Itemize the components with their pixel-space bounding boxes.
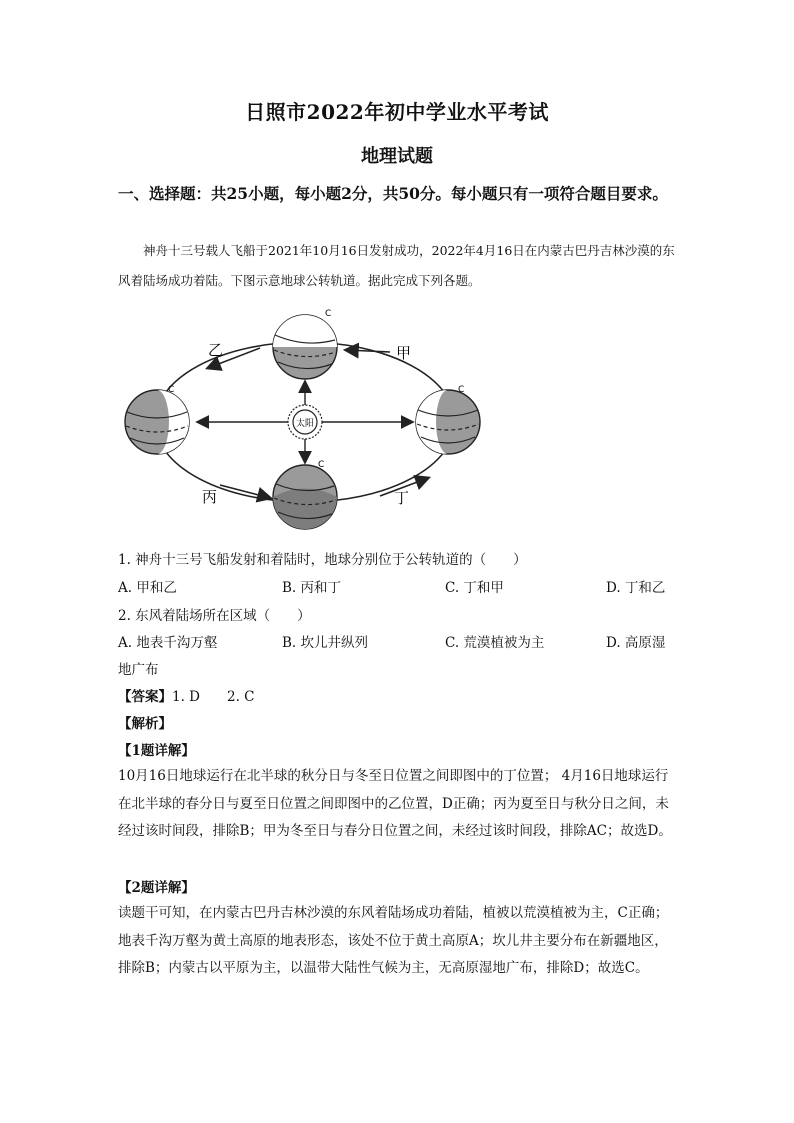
earth-globe-left <box>125 385 189 454</box>
question-1-stem: 1. 神舟十三号飞船发射和着陆时，地球分别位于公转轨道的（ ） <box>118 552 527 568</box>
section-heading: 一、选择题：共25小题，每小题2分，共50分。每小题只有一项符合题目要求。 <box>118 184 668 203</box>
rotation-mark-left: C <box>168 385 175 395</box>
label-jia: 甲 <box>396 344 412 362</box>
detail-2-text: 读题干可知，在内蒙古巴丹吉林沙漠的东风着陆场成功着陆，植被以荒漠植被为主，C正确；地表千沟万壑为黄土高原的地表形态，该处不位于黄土高原A；坎儿井主要分布在新疆地区，排除B；内蒙古以平原为主，以温带大陆性气候为主，无高原湿地广布，排除D；故选C。 <box>118 905 669 976</box>
detail-1-text: 10月16日地球运行在北半球的秋分日与冬至日位置之间即图中的丁位置； 4月16日地球运行在北半球的春分日与夏至日位置之间即图中的乙位置，D正确；丙为夏至日与秋分日之间，未经过该时间段，排除B；甲为冬至日与春分日位置之间，未经过该时间段，排除AC；故选D。 <box>118 768 672 839</box>
sun-icon <box>288 405 322 439</box>
question-2-stem: 2. 东风着陆场所在区域（ ） <box>118 608 311 624</box>
orbit-arrow-top <box>346 350 390 352</box>
q2-option-d: D. 高原湿 <box>606 635 666 651</box>
analysis-label: 【解析】 <box>118 716 172 732</box>
page-subtitle: 地理试题 <box>361 146 433 167</box>
answer-line <box>118 685 255 705</box>
detail-2-label: 【2题详解】 <box>118 880 195 896</box>
answer-label: 【答案】 <box>118 689 172 705</box>
label-ding: 丁 <box>394 489 410 507</box>
rotation-mark-top: C <box>325 309 332 319</box>
page-title: 日照市2022年初中学业水平考试 <box>245 100 549 124</box>
detail-1-label: 【1题详解】 <box>118 743 195 759</box>
rotation-mark-right: C <box>458 385 465 395</box>
label-yi: 乙 <box>208 341 224 359</box>
q2-option-d-continuation: 地广布 <box>118 662 159 678</box>
label-bing: 丙 <box>202 488 218 506</box>
earth-globe-bottom <box>273 460 337 529</box>
q1-option-c: C. 丁和甲 <box>445 580 504 596</box>
question-passage: 神舟十三号载人飞船于2021年10月16日发射成功，2022年4月16日在内蒙古巴丹吉林沙漠的东风着陆场成功着陆。下图示意地球公转轨道。据此完成下列各题。 <box>118 243 675 288</box>
q2-option-b: B. 坎儿井纵列 <box>282 635 369 651</box>
q1-option-a: A. 甲和乙 <box>118 580 177 596</box>
rotation-mark-bottom: C <box>318 460 325 470</box>
q1-option-b: B. 丙和丁 <box>282 580 342 596</box>
q2-option-a: A. 地表千沟万壑 <box>118 635 218 651</box>
earth-globe-right <box>416 385 480 454</box>
orbit-diagram <box>110 300 490 540</box>
earth-globe-top <box>273 309 337 379</box>
sun-label: 太阳 <box>295 419 315 429</box>
q2-option-c: C. 荒漠植被为主 <box>445 635 545 651</box>
answer-text: 1. D 2. C <box>172 689 255 705</box>
q1-option-d: D. 丁和乙 <box>606 580 666 596</box>
